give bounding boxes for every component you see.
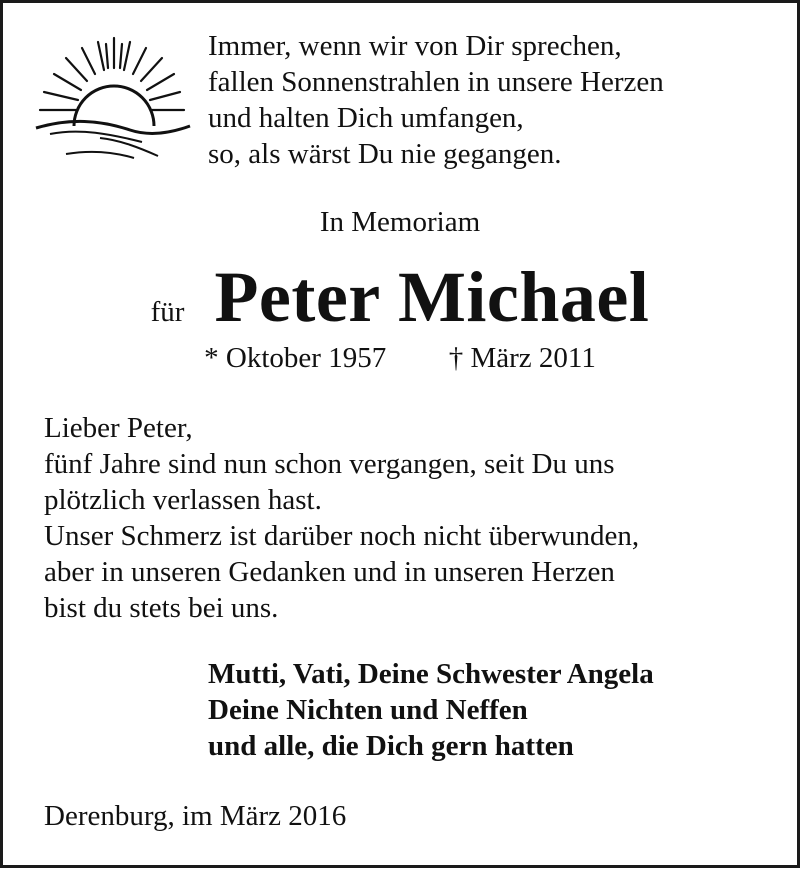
poem-line: Immer, wenn wir von Dir sprechen,	[208, 30, 622, 62]
deceased-name: Peter Michael	[214, 257, 650, 337]
sunrise-icon	[30, 30, 195, 170]
place-and-date: Derenburg, im März 2016	[44, 800, 347, 832]
signer-line: Mutti, Vati, Deine Schwester Angela	[208, 658, 654, 690]
poem-line: so, als wärst Du nie gegangen.	[208, 138, 562, 170]
signers	[208, 656, 654, 764]
letter-line: Lieber Peter,	[44, 412, 193, 444]
name-prefix: für	[150, 296, 185, 328]
death-date: † März 2011	[448, 342, 596, 374]
letter-line: plötzlich verlassen hast.	[44, 484, 322, 516]
letter-line: bist du stets bei uns.	[44, 592, 279, 624]
letter-text	[44, 410, 784, 626]
poem	[208, 28, 664, 172]
poem-line: und halten Dich umfangen,	[208, 102, 524, 134]
in-memoriam-heading: In Memoriam	[319, 206, 481, 238]
letter-line: aber in unseren Gedanken und in unseren Herzen	[44, 556, 615, 588]
letter-line: Unser Schmerz ist darüber noch nicht überwunden,	[44, 520, 640, 552]
signer-line: und alle, die Dich gern hatten	[208, 730, 574, 762]
letter-line: fünf Jahre sind nun schon vergangen, seit Du uns	[44, 448, 615, 480]
poem-line: fallen Sonnenstrahlen in unsere Herzen	[208, 66, 664, 98]
name-row	[0, 256, 800, 339]
signer-line: Deine Nichten und Neffen	[208, 694, 528, 726]
birth-date: * Oktober 1957	[204, 342, 387, 374]
life-dates	[0, 340, 800, 376]
